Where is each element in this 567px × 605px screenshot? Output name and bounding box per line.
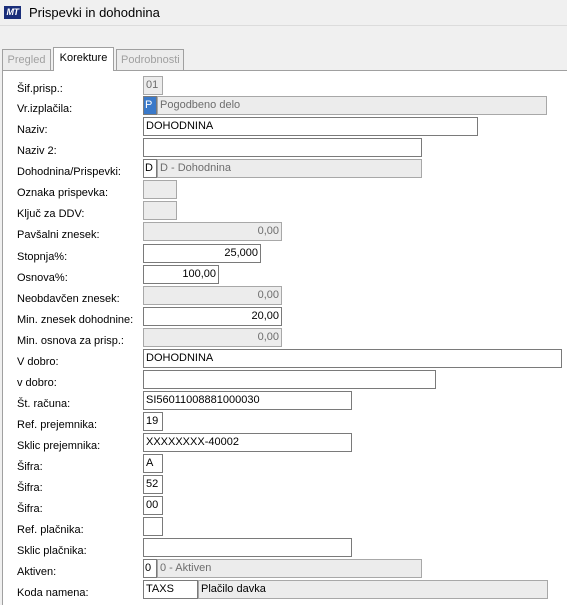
naziv-field[interactable]: DOHODNINA [143,117,478,136]
sifra1-field[interactable]: A [143,454,163,473]
v-dobro2-field[interactable] [143,370,436,389]
naziv2-label: Naziv 2: [17,145,57,157]
neobdavcen-znesek-field: 0,00 [143,286,282,305]
ref-placnika-label: Ref. plačnika: [17,524,84,536]
vr-izplacila-label: Vr.izplačila: [17,103,73,115]
kljuc-ddv-field [143,201,177,220]
oznaka-prispevka-label: Oznaka prispevka: [17,187,109,199]
app-logo-icon: MT [4,6,21,19]
osnova-field[interactable]: 100,00 [143,265,219,284]
sifra1-label: Šifra: [17,461,43,473]
pavsalni-znesek-label: Pavšalni znesek: [17,229,100,241]
sifra2-field[interactable]: 52 [143,475,163,494]
sif-prisp-field: 01 [143,76,163,95]
dohodnina-prispevki-label: Dohodnina/Prispevki: [17,166,121,178]
min-osnova-prisp-label: Min. osnova za prisp.: [17,335,124,347]
min-znesek-dohodnine-label: Min. znesek dohodnine: [17,314,134,326]
koda-namena-code-field[interactable]: TAXS [143,580,198,599]
vr-izplacila-desc-field: Pogodbeno delo [157,96,547,115]
sifra3-label: Šifra: [17,503,43,515]
dohodnina-prispevki-code-field[interactable]: D [143,159,157,178]
tab-korekture[interactable]: Korekture [53,47,114,71]
korekture-panel [2,70,567,605]
v-dobro-label: V dobro: [17,356,59,368]
sifra3-field[interactable]: 00 [143,496,163,515]
ref-prejemnika-field[interactable]: 19 [143,412,163,431]
stopnja-field[interactable]: 25,000 [143,244,261,263]
naziv2-field[interactable] [143,138,422,157]
st-racuna-field[interactable]: SI56011008881000030 [143,391,352,410]
aktiven-code-field[interactable]: 0 [143,559,157,578]
sif-prisp-label: Šif.prisp.: [17,83,63,95]
window-title: Prispevki in dohodnina [29,5,160,20]
tab-pregled[interactable]: Pregled [2,49,51,70]
v-dobro-field[interactable]: DOHODNINA [143,349,562,368]
sifra2-label: Šifra: [17,482,43,494]
min-znesek-dohodnine-field[interactable]: 20,00 [143,307,282,326]
dohodnina-prispevki-desc-field: D - Dohodnina [157,159,422,178]
title-bar [0,0,567,26]
kljuc-ddv-label: Ključ za DDV: [17,208,85,220]
pavsalni-znesek-field: 0,00 [143,222,282,241]
oznaka-prispevka-field [143,180,177,199]
neobdavcen-znesek-label: Neobdavčen znesek: [17,293,120,305]
stopnja-label: Stopnja%: [17,251,68,263]
tab-podrobnosti[interactable]: Podrobnosti [116,49,184,70]
naziv-label: Naziv: [17,124,48,136]
st-racuna-label: Št. računa: [17,398,71,410]
sklic-placnika-field[interactable] [143,538,352,557]
sklic-prejemnika-field[interactable]: XXXXXXXX-40002 [143,433,352,452]
sklic-prejemnika-label: Sklic prejemnika: [17,440,101,452]
toolbar-area [0,27,567,47]
min-osnova-prisp-field: 0,00 [143,328,282,347]
koda-namena-desc-field: Plačilo davka [198,580,548,599]
ref-placnika-field[interactable] [143,517,163,536]
vr-izplacila-code-field[interactable]: P [143,96,157,115]
osnova-label: Osnova%: [17,272,68,284]
sklic-placnika-label: Sklic plačnika: [17,545,87,557]
aktiven-desc-field: 0 - Aktiven [157,559,422,578]
v-dobro2-label: v dobro: [17,377,57,389]
aktiven-label: Aktiven: [17,566,57,578]
koda-namena-label: Koda namena: [17,587,89,599]
ref-prejemnika-label: Ref. prejemnika: [17,419,98,431]
